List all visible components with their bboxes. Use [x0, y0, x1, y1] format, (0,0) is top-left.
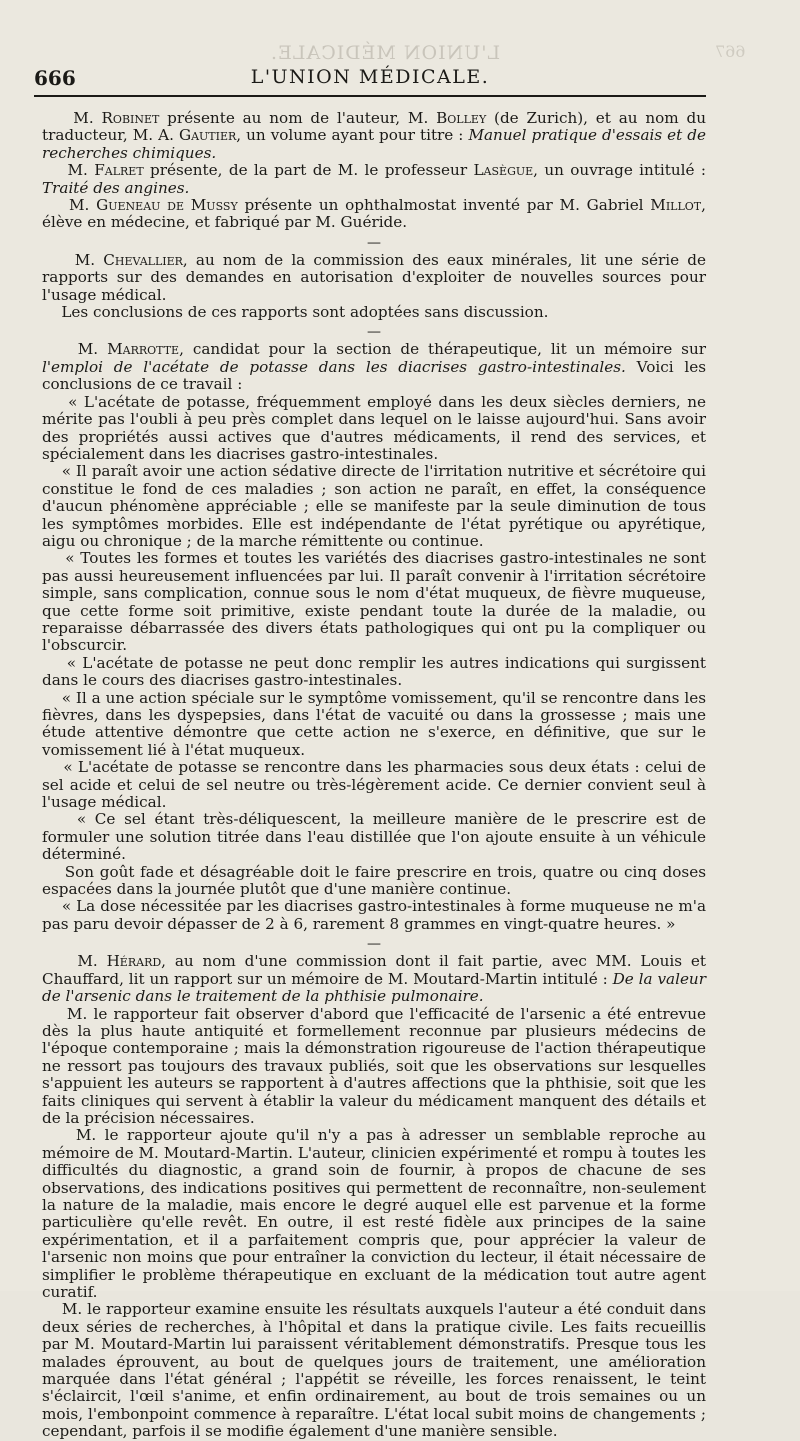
section-separator: — [367, 324, 381, 341]
text-run: M. [77, 340, 108, 359]
paragraph [42, 864, 706, 899]
text-run: , candidat pour la section de thérapeutique, lit un mémoire sur [179, 340, 706, 359]
text-run: « La dose nécessitée par les diacrises gastro-intestinales à forme muqueuse ne m'a pas paru devoir dépasser de 2 à 6, rarement 8 grammes en vingt-quatre heures. » [42, 897, 706, 933]
italic-title: De la valeur de l'arsenic dans le traitement de la phthisie pulmonaire. [42, 969, 706, 1006]
paragraph [42, 1006, 706, 1128]
paragraph [42, 655, 706, 690]
text-run: , un volume ayant pour titre : [236, 126, 469, 145]
text-run: , au nom d'une commission dont il fait partie, avec MM. Louis et Chauffard, lit un rapport sur un mémoire de M. Moutard-Martin intitulé : [42, 952, 707, 988]
person-name: Bolley [436, 109, 487, 127]
text-run: , au nom de la commission des eaux minérales, lit une série de rapports sur des demandes en autorisation d'exploiter de nouvelles sources pour l'usage médical. [42, 250, 706, 304]
text-run: (de Zurich), et au nom du traducteur, M. A. [42, 109, 707, 145]
text-run: M. le rapporteur fait observer d'abord que l'efficacité de l'arsenic a été entrevue dès la plus haute antiquité et formellement reconnue par plusieurs médecins de l'époque contemporaine ; mais la démonstration rigoureuse de l'action thérapeutique ne ressort pas toujours des travaux publiés, soit que les observations sur lesquelles s'appuient les auteurs se rapportent à d'autres affections que la phthisie, soit que les faits cliniques qui servent à établir la valeur du médicament manquent des détails et de la précision nécessaires. [42, 1004, 706, 1127]
paragraph [42, 898, 706, 933]
text-run: présente un ophthalmostat inventé par M. Gabriel [237, 196, 651, 215]
section-separator: — [367, 234, 381, 251]
paragraph [42, 341, 706, 393]
text-run: , élève en médecine, et fabriqué par M. Guéride. [42, 196, 706, 232]
bleed-through-page-number: 667 [715, 42, 746, 61]
header-rule [34, 95, 706, 97]
person-name: Millot [650, 196, 702, 215]
paragraph [42, 550, 706, 654]
paragraph [42, 162, 706, 197]
page-number: 666 [34, 66, 76, 90]
article-body [42, 110, 706, 1441]
text-run: M. le rapporteur examine ensuite les résultats auxquels l'auteur a été conduit dans deux séries de recherches, à l'hôpital et dans la pratique civile. Les faits recueillis par M. Moutard-Martin lui paraissent véritablement démonstratifs. Presque tous les malades éprouvent, au bout de quelques jours de traitement, une amélioration marquée dans l'état général ; l'appétit se réveille, les forces renaissent, le teint s'éclaircit, l'œil s'anime, et enfin ordinairement, au bout de trois semaines ou un mois, l'embonpoint commence à reparaître. L'état local subit moins de changements ; cependant, parfois il se modifie également d'une manière sensible. [42, 1300, 706, 1441]
text-run: M. [68, 196, 97, 215]
text-run: « L'acétate de potasse se rencontre dans les pharmacies sous deux états : celui de sel acide et celui de sel neutre ou très-légèrement acide. Ce dernier convient seul à l'usage médical. [42, 758, 706, 812]
text-run: , un ouvrage intitulé : [533, 161, 706, 180]
text-run: « Toutes les formes et toutes les variétés des diacrises gastro-intestinales ne sont pas aussi heureusement influencées par lui. Il paraît convenir à l'irritation sécrétoire simple, sans complication, connue sous le nom d'état muqueux, de fièvre muqueuse, que cette forme soit primitive, existe pendant toute la durée de la maladie, ou reparaisse débarrassée des divers états pathologiques qui ont pu la compliquer ou l'obscurcir. [42, 549, 706, 655]
person-name: Hérard [106, 952, 162, 971]
paragraph [42, 463, 706, 550]
text-run: « L'acétate de potasse, fréquemment employé dans les deux siècles derniers, ne mérite pas l'oubli à peu près complet dans lequel on le laisse aujourd'hui. Sans avoir des propriétés aussi actives que d'autres médicaments, il rend des services, et spécialement dans les diacrises gastro-intestinales. [42, 392, 707, 463]
text-run: présente, de la part de M. le professeur [143, 161, 474, 180]
text-run: « L'acétate de potasse ne peut donc remplir les autres indications qui surgissent dans le cours des diacrises gastro-intestinales. [42, 653, 706, 690]
person-name: Gueneau de Mussy [96, 196, 238, 215]
paragraph [42, 690, 706, 760]
paragraph [42, 252, 706, 304]
italic-title: Traité des angines. [42, 178, 190, 197]
paragraph [42, 953, 706, 1005]
paragraph [42, 811, 706, 863]
text-run: M. [77, 952, 107, 971]
text-run: « Il a une action spéciale sur le symptôme vomissement, qu'il se rencontre dans les fièvres, dans les dyspepsies, dans l'état de vacuité ou dans la grossesse ; mais une étude attentive démontre que cette action ne s'exerce, en définitive, que sur le vomissement lié à l'état muqueux. [42, 688, 706, 759]
page-header [34, 66, 706, 92]
text-run: M. [73, 109, 102, 127]
text-run: Les conclusions de ces rapports sont adoptées sans discussion. [61, 303, 549, 322]
text-run: M. [74, 250, 104, 269]
text-run: « Ce sel étant très-déliquescent, la meilleure manière de le prescrire est de formuler une solution titrée dans l'eau distillée que l'on ajoute ensuite à un véhicule déterminé. [42, 810, 707, 864]
text-run: Son goût fade et désagréable doit le faire prescrire en trois, quatre ou cinq doses espacées dans la journée plutôt que d'une manière continue. [42, 862, 706, 899]
paragraph [42, 110, 706, 162]
paragraph [42, 1127, 706, 1301]
person-name: Marrotte [107, 340, 180, 359]
person-name: Chevallier [103, 250, 183, 269]
text-run: M. le rapporteur ajoute qu'il n'y a pas à adresser un semblable reproche au mémoire de M. Moutard-Martin. L'auteur, clinicien expérimenté et rompu à toutes les difficultés du diagnostic, a grand soin de fournir, à propos de chacune de ses observations, des indications positives qui permettent de reconnaître, non-seulement la nature de la maladie, mais encore le degré auquel elle est parvenue et la forme particulière qu'elle revêt. En outre, il est resté fidèle aux principes de la saine expérimentation, et il a parfaitement compris que, pour apprécier la valeur de l'arsenic non moins que pour entraîner la conviction du lecteur, il était nécessaire de simplifier le problème thérapeutique en excluant de la médication tout autre agent curatif. [42, 1126, 707, 1301]
italic-title: Manuel pratique d'essais et de recherches chimiques. [42, 126, 706, 162]
section-separator: — [367, 936, 381, 953]
text-run: Voici les conclusions de ce travail : [42, 357, 707, 394]
person-name: Lasègue [473, 161, 534, 180]
running-title: L'UNION MÉDICALE. [250, 66, 490, 88]
person-name: Falret [94, 161, 144, 180]
paragraph [42, 394, 706, 464]
text-run: présente au nom de l'auteur, M. [159, 109, 437, 127]
paragraph [42, 1301, 706, 1440]
paragraph [42, 304, 706, 321]
text-run: « Il paraît avoir une action sédative directe de l'irritation nutritive et sécrétoire qui constitue le fond de ces maladies ; son action ne paraît, en effet, la conséquence d'aucun phénomène appréciable ; elle se manifeste par la seule diminution de tous les symptômes morbides. Elle est indépendante de l'état pyrétique ou apyrétique, aigu ou chronique ; de la marche rémittente ou continue. [42, 462, 706, 550]
text-run: M. [67, 161, 95, 180]
bleed-through-title: L'UNION MÉDICALE. [270, 42, 501, 64]
italic-title: l'emploi de l'acétate de potasse dans les diacrises gastro-intestinales. [42, 357, 626, 376]
person-name: Gautier [178, 126, 237, 145]
person-name: Robinet [101, 109, 160, 127]
paragraph [42, 759, 706, 811]
paragraph [42, 197, 706, 232]
